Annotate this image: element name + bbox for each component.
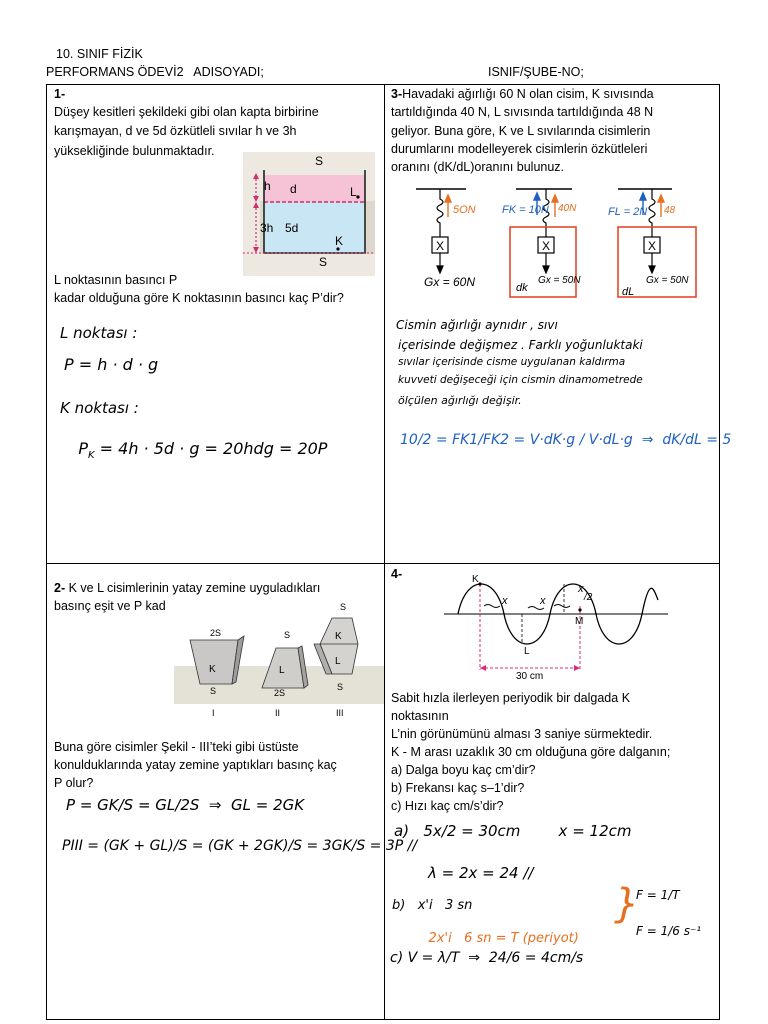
q1-number: 1- — [54, 87, 66, 101]
q3-label-gx1: Gx = 60N — [424, 275, 476, 289]
q3-dynamometer-figure — [400, 183, 710, 301]
q3-text-line: durumlarını modelleyerek cisimlerin özkütleleri — [391, 142, 648, 156]
brace-icon: } — [614, 881, 640, 927]
q3-box-x: X — [436, 239, 445, 253]
q2-label-s-b: S — [284, 630, 291, 640]
q3-answer-line: ölçülen ağırlığı değişir. — [398, 394, 522, 407]
q1-label-s-bottom: S — [319, 255, 328, 269]
q3-label-fk: FK = 10N — [502, 204, 549, 216]
q4-answer-line: λ = 2x = 24 // — [428, 864, 534, 882]
q3-box-x: X — [542, 239, 551, 253]
q1-answer-rest: = 4h · 5d · g = 20hdg = 20P — [94, 439, 328, 458]
q4-wave-figure — [444, 570, 668, 680]
q4-text-line: a) Dalga boyu kaç cm’dir? — [391, 763, 536, 777]
q3-label-50n: 5ON — [453, 204, 476, 216]
q1-label-s-top: S — [315, 154, 324, 168]
q2-question-line: Buna göre cisimler Şekil - III’teki gibi üstüste — [54, 740, 299, 754]
q1-answer-p: P — [78, 439, 88, 458]
q1-answer-line: L noktası : — [60, 324, 138, 342]
q1-answer-line: K noktası : — [60, 399, 139, 417]
q1-label-l: L — [350, 185, 357, 199]
class-line: 10. SINIF FİZİK — [56, 47, 143, 61]
q1-answer-sub: K — [88, 450, 95, 462]
q2-objects-figure — [174, 598, 384, 720]
q3-answer-line: Cismin ağırlığı aynıdır , sıvı — [396, 318, 558, 332]
q4-text-line: c) Hızı kaç cm/s’dir? — [391, 799, 504, 813]
q3-answer-line: kuvveti değişeceği için cismin dinamometrede — [398, 374, 643, 386]
q1-text-line: karışmayan, d ve 5d özkütleli sıvılar h ve 3h — [54, 124, 297, 138]
q2-label-2s-bot: 2S — [274, 688, 286, 698]
q4-text-line: noktasının — [391, 709, 449, 723]
q1-answer-line — [58, 420, 327, 480]
q4-label-l: L — [524, 646, 530, 657]
q2-label-ii: II — [275, 708, 281, 718]
q3-answer-ratio: 10/2 = FK1/FK2 = V·dK·g / V·dL·g ⇒ dK/dL = 5 — [400, 432, 732, 448]
q4-label-half: /2 — [584, 592, 593, 603]
q1-answer-line: P = h · d · g — [64, 355, 159, 374]
q2-question-line: konulduklarında yatay zemine yaptıkları basınç kaç — [54, 758, 337, 772]
q3-text-line: oranını (dK/dL)oranını bulunuz. — [391, 160, 565, 174]
q4-answer-period: 2x'i 6 sn = T (periyot) — [428, 931, 579, 946]
q4-label-k: K — [472, 574, 479, 585]
q1-label-5d: 5d — [285, 221, 299, 235]
q1-label-d: d — [290, 182, 297, 196]
q3-label-48: 48 — [664, 205, 676, 216]
q4-text-line: L’nin görünümünü alması 3 saniye sürmektedir. — [391, 727, 653, 741]
q3-text-line: geliyor. Buna göre, K ve L sıvılarında cisimlerin — [391, 124, 651, 138]
q3-label-fl: FL = 2N — [608, 206, 648, 218]
q1-question-line: L noktasının basıncı P — [54, 273, 178, 287]
q4-text-line: Sabit hızla ilerleyen periyodik bir dalgada K — [391, 691, 631, 705]
class-no: ISNIF/ŞUBE-NO; — [488, 65, 584, 79]
q2-label-l1: L — [279, 665, 285, 676]
q3-answer-line: içerisinde değişmez . Farklı yoğunluktaki — [398, 338, 643, 352]
q2-label-k1: K — [209, 664, 216, 675]
q3-box-x: X — [648, 239, 657, 253]
row-divider — [46, 563, 720, 564]
q2-label-s-a: S — [210, 686, 217, 696]
q2-label-iii: III — [336, 708, 344, 718]
q4-label-distance: 30 cm — [516, 671, 544, 682]
q3-text-first: Havadaki ağırlığı 60 N olan cisim, K sıvısında — [402, 87, 654, 101]
title-line: PERFORMANS ÖDEVİ2 ADISOYADI; — [46, 65, 264, 79]
q2-text-line: basınç eşit ve P kad — [54, 599, 166, 613]
q3-answer-line: sıvılar içerisinde cisme uygulanan kaldırma — [398, 356, 626, 368]
q2-answer-line: PIII = (GK + GL)/S = (GK + 2GK)/S = 3GK/S = 3P // — [62, 838, 418, 854]
q1-container-figure — [243, 152, 375, 276]
q4-label-m: M — [575, 616, 584, 627]
q4-label-x2: x — [540, 595, 546, 607]
q3-label-dk: dk — [516, 282, 528, 294]
q4-text-line: b) Frekansı kaç s–1’dir? — [391, 781, 525, 795]
q2-label-l3: L — [335, 656, 341, 667]
q3-label-dl: dL — [622, 286, 635, 298]
q1-text-line: Düşey kesitleri şekildeki gibi olan kapta birbirine — [54, 105, 319, 119]
q1-question-line: kadar olduğuna göre K noktasının basıncı kaç P’dir? — [54, 291, 344, 305]
q1-label-h: h — [264, 179, 271, 193]
q2-label-s-d: S — [337, 682, 344, 692]
q3-label-40n: 40N — [558, 203, 577, 214]
q2-number: 2- — [54, 581, 66, 595]
q4-answer-line: a) 5x/2 = 30cm x = 12cm — [394, 822, 632, 840]
q1-label-3h: 3h — [260, 221, 274, 235]
q4-answer-line: b) x'i 3 sn — [392, 898, 473, 913]
q4-text-line: K - M arası uzaklık 30 cm olduğuna göre dalganın; — [391, 745, 671, 759]
q2-text-line — [54, 580, 320, 597]
q3-label-gx3: Gx = 50N — [646, 275, 689, 286]
column-divider — [384, 84, 385, 1020]
q4-label-x1: x — [502, 595, 508, 607]
q2-label-2s-top: 2S — [210, 628, 222, 638]
q3-label-gx2: Gx = 50N — [538, 275, 581, 286]
q4-label-x3: x — [578, 583, 584, 595]
q2-question-line: P olur? — [54, 776, 94, 790]
q1-text-line: yüksekliğinde bulunmaktadır. — [54, 144, 215, 158]
q2-label-s-c: S — [340, 602, 347, 612]
q1-label-k: K — [335, 234, 344, 248]
q2-label-i: I — [212, 708, 215, 718]
q3-text-line — [391, 86, 654, 103]
q4-number: 4- — [391, 567, 403, 581]
q2-text-first: K ve L cisimlerinin yatay zemine uyguladıkları — [68, 581, 321, 595]
q3-text-line: tartıldığında 40 N, L sıvısında tartıldığında 48 N — [391, 105, 654, 119]
q4-answer-line: c) V = λ/T ⇒ 24/6 = 4cm/s — [390, 950, 584, 966]
q4-answer-line: F = 1/T — [636, 888, 680, 902]
q4-answer-line: F = 1/6 s⁻¹ — [636, 924, 702, 938]
q3-number: 3- — [391, 87, 403, 101]
q2-label-k3: K — [335, 631, 342, 642]
q2-answer-line: P = GK/S = GL/2S ⇒ GL = 2GK — [66, 796, 305, 814]
